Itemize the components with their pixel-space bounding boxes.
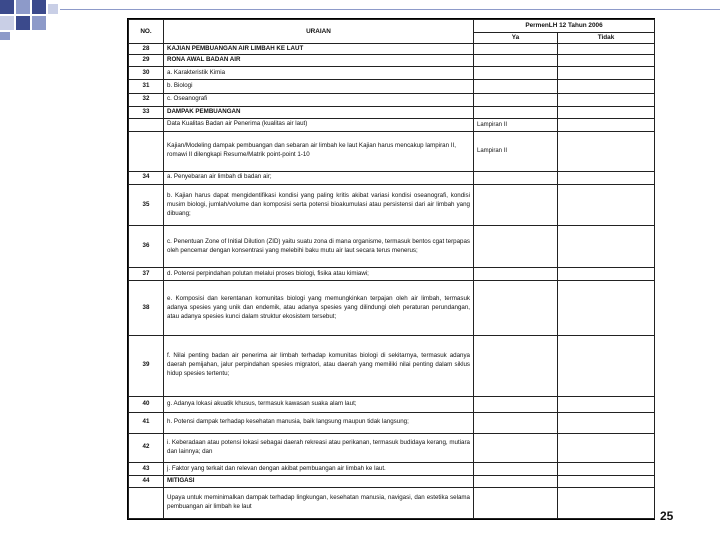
- table-row: [129, 433, 655, 462]
- row-text: RONA AWAL BADAN AIR: [164, 55, 474, 66]
- table-row: [129, 55, 655, 66]
- row-number: 31: [129, 80, 164, 93]
- row-number: 34: [129, 171, 164, 184]
- row-number: 39: [129, 336, 164, 396]
- row-text: i. Keberadaan atau potensi lokasi sebagai daerah rekreasi atau perikanan, termasuk budidaya kerang, mutiara dan lainnya; dan: [164, 433, 474, 462]
- row-text: Data Kualitas Badan air Penerima (kualitas air laut): [164, 118, 474, 131]
- checklist-table: [127, 18, 655, 520]
- row-text: d. Potensi perpindahan polutan melalui proses biologi, fisika atau kimiawi;: [164, 267, 474, 280]
- row-text: c. Penentuan Zone of Initial Dilution (ZID) yaitu suatu zona di mana organisme, termasuk bentos cgat terpapas oleh pencemar dengan konsentrasi yang melebihi baku mutu air laut secara terus menerus;: [164, 226, 474, 267]
- row-text: DAMPAK PEMBUANGAN: [164, 107, 474, 118]
- table-row: [129, 476, 655, 487]
- header-uraian: URAIAN: [164, 20, 474, 44]
- row-ya-value: Lampiran II: [474, 132, 558, 171]
- row-number: 30: [129, 66, 164, 79]
- table-row: [129, 44, 655, 55]
- header-tidak: Tidak: [558, 33, 655, 44]
- row-number: 32: [129, 93, 164, 106]
- row-text: f. Nilai penting badan air penerima air limbah terhadap komunitas biologi di sekitarnya, termasuk adanya daerah pemijahan, jalur perpindahan spesies migratori, atau daerah yang memiliki nilai penting dalam siklus hidup spesies tertentu;: [164, 336, 474, 396]
- row-number: 41: [129, 413, 164, 434]
- row-number: 35: [129, 184, 164, 225]
- row-number: 33: [129, 107, 164, 118]
- row-text: MITIGASI: [164, 476, 474, 487]
- row-number: [129, 487, 164, 518]
- table-row: [129, 93, 655, 106]
- table-row: [129, 184, 655, 225]
- row-number: 44: [129, 476, 164, 487]
- row-text: Upaya untuk meminimalkan dampak terhadap lingkungan, kesehatan manusia, navigasi, dan estetika selama pembuangan air limbah ke laut: [164, 487, 474, 518]
- table-row: [129, 267, 655, 280]
- table-row: [129, 80, 655, 93]
- table-row: [129, 118, 655, 131]
- table-row: [129, 281, 655, 336]
- row-text: a. Karakteristik Kimia: [164, 66, 474, 79]
- header-no: NO.: [129, 20, 164, 44]
- table-row: [129, 66, 655, 79]
- row-number: 29: [129, 55, 164, 66]
- row-text: a. Penyebaran air limbah di badan air;: [164, 171, 474, 184]
- page-number: 25: [660, 509, 674, 523]
- row-number: 37: [129, 267, 164, 280]
- row-number: 36: [129, 226, 164, 267]
- row-number: [129, 132, 164, 171]
- table-row: [129, 107, 655, 118]
- row-text: c. Oseanografi: [164, 93, 474, 106]
- header-regulation: PermenLH 12 Tahun 2006: [474, 20, 655, 33]
- row-number: 42: [129, 433, 164, 462]
- table-row: [129, 132, 655, 171]
- row-text: b. Biologi: [164, 80, 474, 93]
- row-text: g. Adanya lokasi akuatik khusus, termasuk kawasan suaka alam laut;: [164, 396, 474, 413]
- row-number: [129, 118, 164, 131]
- table-row: [129, 171, 655, 184]
- row-text: KAJIAN PEMBUANGAN AIR LIMBAH KE LAUT: [164, 44, 474, 55]
- header-ya: Ya: [474, 33, 558, 44]
- row-number: 40: [129, 396, 164, 413]
- row-number: 43: [129, 462, 164, 475]
- row-text: j. Faktor yang terkait dan relevan dengan akibat pembuangan air limbah ke laut.: [164, 462, 474, 475]
- row-number: 28: [129, 44, 164, 55]
- table-row: [129, 396, 655, 413]
- row-number: 38: [129, 281, 164, 336]
- table-row: [129, 336, 655, 396]
- table-row: [129, 487, 655, 518]
- row-ya-value: Lampiran II: [474, 118, 558, 131]
- row-text: b. Kajian harus dapat mengidentifikasi kondisi yang paling kritis akibat variasi kondisi oseanografi, kondisi musim biologi, jumlah/volume dan komposisi serta potensi bioakumulasi atau persistensi dari air limbah yang dibuang;: [164, 184, 474, 225]
- table-row: [129, 226, 655, 267]
- row-text: Kajian/Modeling dampak pembuangan dan sebaran air limbah ke laut Kajian harus mencakup lampiran II, romawi II dilengkapi Resume/Matrik point-point 1-10: [164, 132, 474, 171]
- row-text: e. Komposisi dan kerentanan komunitas biologi yang memungkinkan terpajan oleh air limbah, termasuk adanya spesies yang unik dan endemik, atau adanya spesies yang dilindungi oleh peraturan perundangan, atau adanya spesies kunci dalam struktur ekosistem tersebut;: [164, 281, 474, 336]
- row-text: h. Potensi dampak terhadap kesehatan manusia, baik langsung maupun tidak langsung;: [164, 413, 474, 434]
- table-row: [129, 413, 655, 434]
- table-row: [129, 462, 655, 475]
